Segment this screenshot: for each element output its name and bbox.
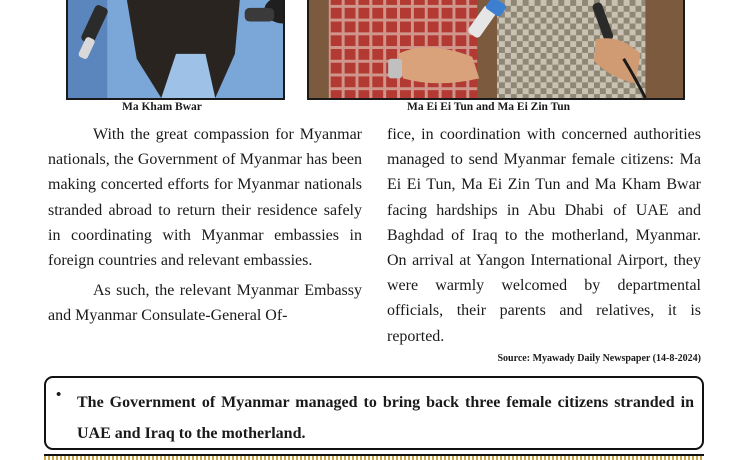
- article-paragraph: With the great compassion for Myanmar nationals, the Government of Myanmar has been making concerted efforts for Myanmar nationals stranded abroad to return their residence safely in coordinating with Myanmar embassies in foreign countries and relevant embassies.: [48, 126, 362, 270]
- bullet-icon: •: [56, 387, 62, 403]
- article-column-left: [48, 122, 362, 329]
- photo-caption-right: Ma Ei Ei Tun and Ma Ei Zin Tun: [407, 101, 571, 113]
- photo-ma-kham-bwar: [66, 0, 285, 100]
- photo-caption-left: Ma Kham Bwar: [122, 101, 202, 113]
- article-paragraph: As such, the relevant Myanmar Embassy and Myanmar Consulate-General Of-: [48, 282, 362, 325]
- article-paragraph: fice, in coordination with concerned authorities managed to send Myanmar female citizens: Ma Ei Ei Tun, Ma Ei Zin Tun and Ma Kham Bwar facing hardships in Abu Dhabi of UAE and Baghdad of Iraq to the motherland, Myanmar. On arrival at Yangon International Airport, they were warmly welcomed by departmental officials, their parents and relatives, it is reported.: [387, 126, 701, 345]
- source-credit: Source: Myawady Daily Newspaper (14-8-2024): [497, 353, 701, 364]
- interview-photo-illustration: [68, 0, 283, 98]
- article-column-right: [387, 122, 701, 349]
- highlight-box: [44, 376, 704, 450]
- highlight-text: The Government of Myanmar managed to bring back three female citizens stranded in UAE and Iraq to the motherland.: [77, 394, 694, 442]
- photo-ma-ei-ei-tun-and-ma-ei-zin-tun: [307, 0, 685, 100]
- bottom-decorative-border: [44, 454, 704, 460]
- interview-photo-illustration: [309, 0, 683, 98]
